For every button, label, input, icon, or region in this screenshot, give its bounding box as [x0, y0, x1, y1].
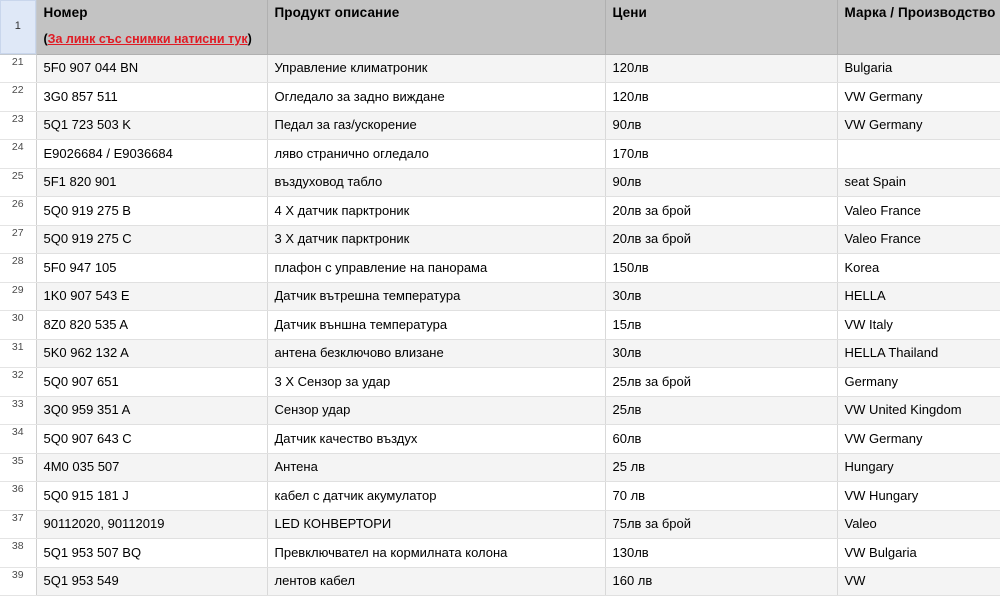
cell-description[interactable]: Педал за газ/ускорение [267, 111, 605, 140]
cell-number[interactable]: 5F1 820 901 [36, 168, 267, 197]
column-header-brand[interactable] [837, 0, 1000, 54]
cell-description[interactable]: LED КОНВЕРТОРИ [267, 510, 605, 539]
cell-number[interactable]: 8Z0 820 535 A [36, 311, 267, 340]
cell-price[interactable]: 120лв [605, 54, 837, 83]
column-header-price[interactable] [605, 0, 837, 54]
row-header-number[interactable]: 36 [0, 482, 36, 511]
table-row [0, 396, 1000, 425]
header-row [0, 0, 1000, 54]
cell-number[interactable]: 5K0 962 132 A [36, 339, 267, 368]
table-row [0, 254, 1000, 283]
cell-brand[interactable]: VW [837, 567, 1000, 596]
paren-open: ( [43, 32, 48, 46]
cell-price[interactable]: 20лв за брой [605, 225, 837, 254]
cell-description[interactable]: Датчик външна температура [267, 311, 605, 340]
cell-description[interactable]: Сензор удар [267, 396, 605, 425]
cell-price[interactable]: 90лв [605, 111, 837, 140]
cell-description[interactable]: Датчик качество въздух [267, 425, 605, 454]
cell-brand[interactable]: HELLA Thailand [837, 339, 1000, 368]
cell-number[interactable]: 5Q1 953 549 [36, 567, 267, 596]
cell-brand[interactable]: Hungary [837, 453, 1000, 482]
cell-brand[interactable]: Valeo France [837, 197, 1000, 226]
cell-description[interactable]: плафон с управление на панорама [267, 254, 605, 283]
cell-price[interactable]: 70 лв [605, 482, 837, 511]
row-header-number[interactable]: 27 [0, 225, 36, 254]
cell-price[interactable]: 60лв [605, 425, 837, 454]
cell-brand[interactable]: VW Bulgaria [837, 539, 1000, 568]
row-header-number[interactable]: 38 [0, 539, 36, 568]
cell-number[interactable]: 5Q0 907 651 [36, 368, 267, 397]
cell-description[interactable]: 3 X датчик парктроник [267, 225, 605, 254]
cell-price[interactable]: 25 лв [605, 453, 837, 482]
cell-brand[interactable]: Germany [837, 368, 1000, 397]
cell-description[interactable]: Датчик вътрешна температура [267, 282, 605, 311]
cell-price[interactable]: 15лв [605, 311, 837, 340]
table-row [0, 339, 1000, 368]
row-header-number[interactable]: 33 [0, 396, 36, 425]
row-header-number[interactable]: 25 [0, 168, 36, 197]
cell-brand[interactable]: VW Hungary [837, 482, 1000, 511]
row-header-number[interactable]: 37 [0, 510, 36, 539]
cell-price[interactable]: 170лв [605, 140, 837, 169]
cell-brand[interactable]: VW Germany [837, 425, 1000, 454]
cell-number[interactable]: 5Q1 723 503 K [36, 111, 267, 140]
cell-number[interactable]: 90112020, 90112019 [36, 510, 267, 539]
table-row [0, 282, 1000, 311]
cell-price[interactable]: 150лв [605, 254, 837, 283]
table-row [0, 425, 1000, 454]
cell-number[interactable]: 5Q0 907 643 C [36, 425, 267, 454]
cell-price[interactable]: 90лв [605, 168, 837, 197]
cell-description[interactable]: Управление климатроник [267, 54, 605, 83]
cell-description[interactable]: антена безключово влизане [267, 339, 605, 368]
table-row [0, 311, 1000, 340]
row-header-number[interactable]: 24 [0, 140, 36, 169]
table-row [0, 482, 1000, 511]
cell-description[interactable]: Превключвател на кормилната колона [267, 539, 605, 568]
cell-number[interactable]: 4M0 035 507 [36, 453, 267, 482]
cell-brand[interactable]: HELLA [837, 282, 1000, 311]
row-header-number[interactable]: 23 [0, 111, 36, 140]
cell-number[interactable]: 3Q0 959 351 A [36, 396, 267, 425]
cell-number[interactable]: 3G0 857 511 [36, 83, 267, 112]
cell-description[interactable]: кабел с датчик акумулатор [267, 482, 605, 511]
photos-link-wrapper [44, 32, 267, 46]
row-header-number[interactable]: 28 [0, 254, 36, 283]
table-row [0, 83, 1000, 112]
table-body [0, 54, 1000, 596]
row-header-number[interactable]: 31 [0, 339, 36, 368]
cell-price[interactable]: 130лв [605, 539, 837, 568]
table-row [0, 567, 1000, 596]
row-header-number[interactable]: 39 [0, 567, 36, 596]
table-row [0, 54, 1000, 83]
cell-number[interactable]: 5F0 947 105 [36, 254, 267, 283]
cell-description[interactable]: Антена [267, 453, 605, 482]
cell-brand[interactable]: VW United Kingdom [837, 396, 1000, 425]
cell-brand[interactable] [837, 140, 1000, 169]
table-row [0, 510, 1000, 539]
cell-brand[interactable]: VW Italy [837, 311, 1000, 340]
cell-brand[interactable]: seat Spain [837, 168, 1000, 197]
cell-number[interactable]: 5Q0 919 275 C [36, 225, 267, 254]
cell-description[interactable]: 3 X Сензор за удар [267, 368, 605, 397]
table-row [0, 539, 1000, 568]
cell-brand[interactable]: VW Germany [837, 83, 1000, 112]
table-row [0, 140, 1000, 169]
cell-price[interactable]: 30лв [605, 339, 837, 368]
cell-description[interactable]: въздуховод табло [267, 168, 605, 197]
cell-price[interactable]: 120лв [605, 83, 837, 112]
table-header [0, 0, 1000, 54]
cell-price[interactable]: 25лв [605, 396, 837, 425]
cell-brand[interactable]: VW Germany [837, 111, 1000, 140]
column-header-price-label: Цени [612, 5, 647, 20]
row-header-number[interactable]: 21 [0, 54, 36, 83]
table-row [0, 197, 1000, 226]
cell-description[interactable]: 4 X датчик парктроник [267, 197, 605, 226]
cell-price[interactable]: 20лв за брой [605, 197, 837, 226]
cell-brand[interactable]: Korea [837, 254, 1000, 283]
cell-price[interactable]: 30лв [605, 282, 837, 311]
cell-description[interactable]: лентов кабел [267, 567, 605, 596]
row-header-number[interactable]: 32 [0, 368, 36, 397]
cell-number[interactable]: E9026684 / E9036684 [36, 140, 267, 169]
table-row [0, 368, 1000, 397]
row-header-number[interactable]: 26 [0, 197, 36, 226]
cell-price[interactable]: 75лв за брой [605, 510, 837, 539]
column-header-number[interactable] [36, 0, 267, 54]
cell-number[interactable]: 5F0 907 044 BN [36, 54, 267, 83]
row-header-number[interactable]: 30 [0, 311, 36, 340]
photos-link[interactable]: За линк със снимки натисни тук [47, 32, 248, 46]
row-header-number[interactable]: 22 [0, 83, 36, 112]
column-header-description[interactable] [267, 0, 605, 54]
cell-brand[interactable]: Bulgaria [837, 54, 1000, 83]
table-row [0, 453, 1000, 482]
cell-number[interactable]: 5Q0 919 275 B [36, 197, 267, 226]
cell-price[interactable]: 25лв за брой [605, 368, 837, 397]
table-row [0, 225, 1000, 254]
cell-description[interactable]: ляво странично огледало [267, 140, 605, 169]
cell-number[interactable]: 1K0 907 543 E [36, 282, 267, 311]
column-header-brand-label: Марка / Производство [844, 5, 996, 20]
cell-number[interactable]: 5Q1 953 507 BQ [36, 539, 267, 568]
cell-brand[interactable]: Valeo [837, 510, 1000, 539]
table-row [0, 111, 1000, 140]
column-header-description-label: Продукт описание [274, 5, 400, 20]
cell-number[interactable]: 5Q0 915 181 J [36, 482, 267, 511]
column-header-number-label: Номер [43, 5, 88, 20]
cell-description[interactable]: Огледало за задно виждане [267, 83, 605, 112]
row-header-1[interactable]: 1 [0, 0, 36, 54]
row-header-number[interactable]: 35 [0, 453, 36, 482]
cell-price[interactable]: 160 лв [605, 567, 837, 596]
table-row [0, 168, 1000, 197]
row-header-number[interactable]: 34 [0, 425, 36, 454]
cell-brand[interactable]: Valeo France [837, 225, 1000, 254]
paren-close: ) [247, 32, 252, 46]
row-header-number[interactable]: 29 [0, 282, 36, 311]
